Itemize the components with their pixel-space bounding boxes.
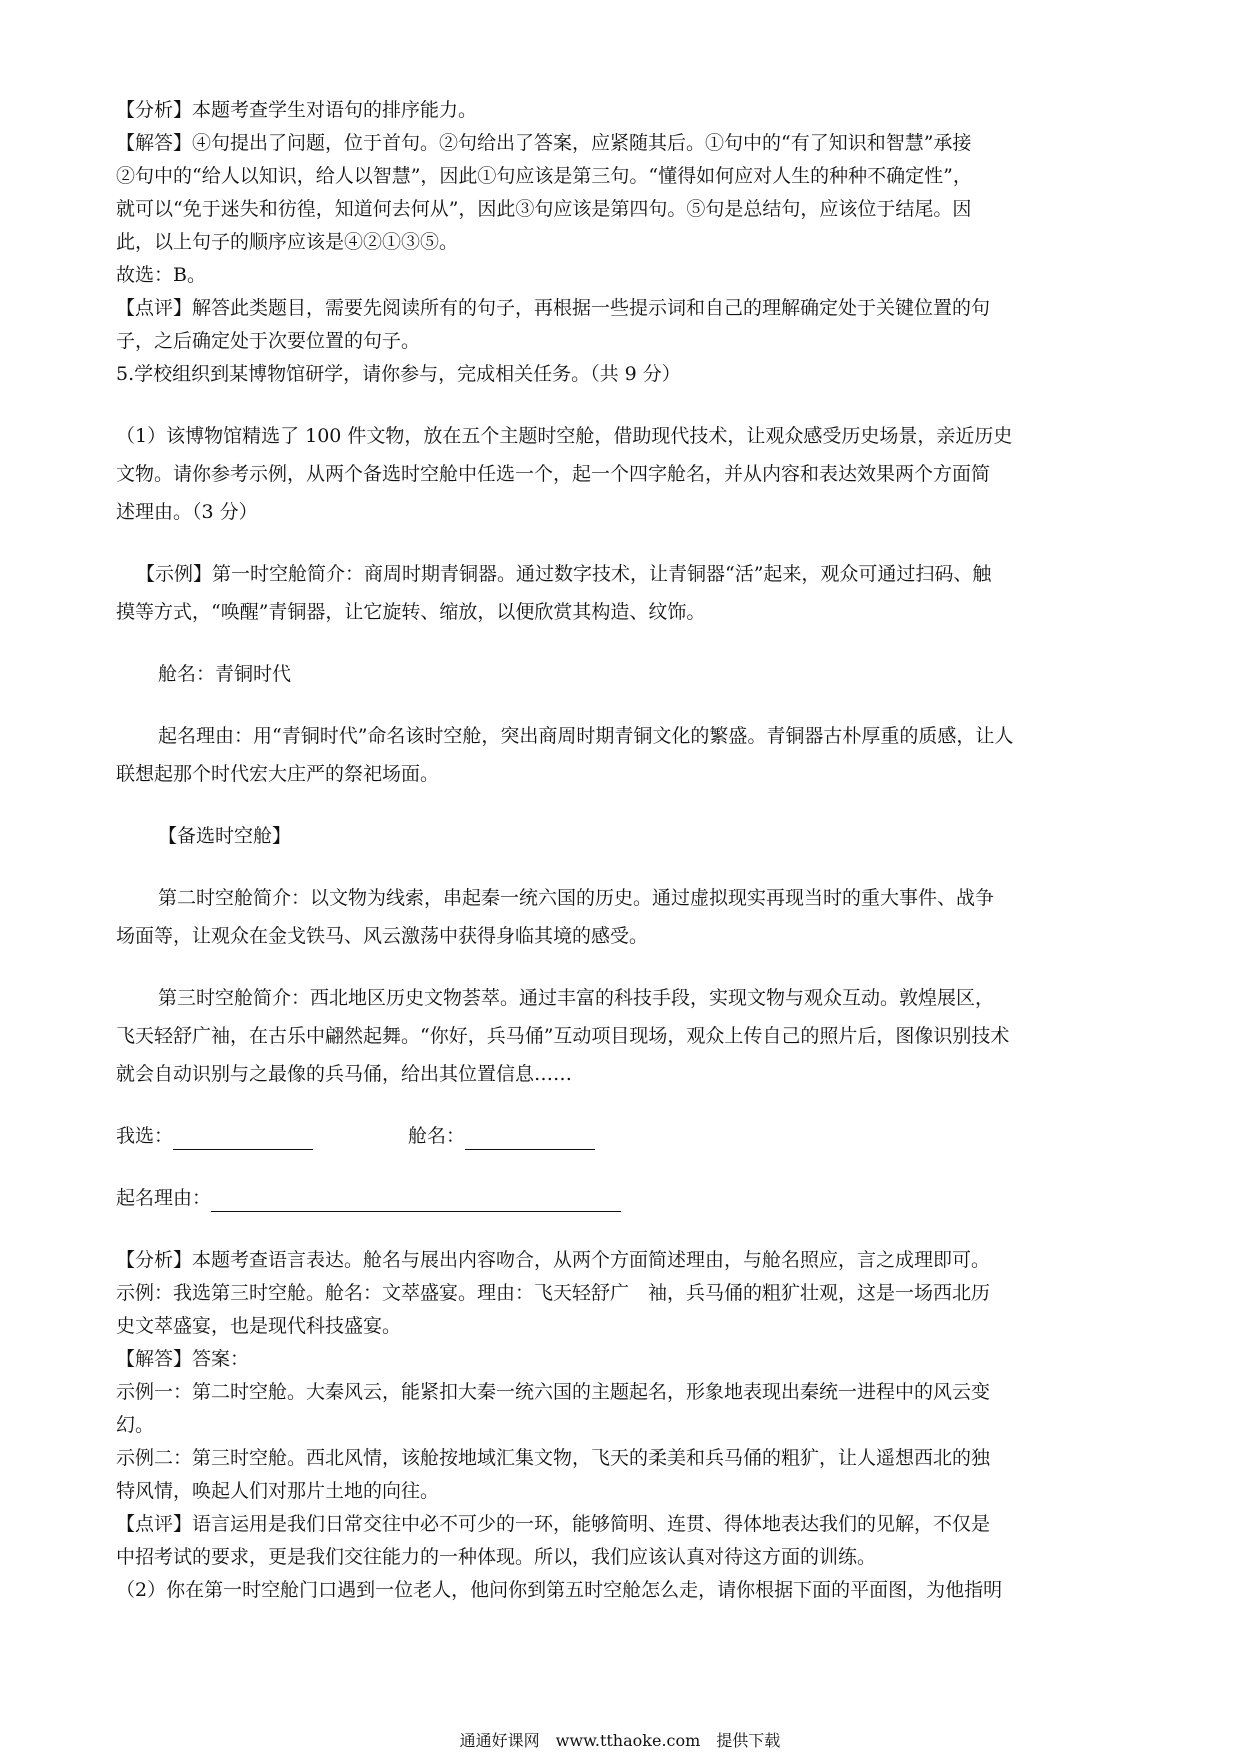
alternatives-heading: 【备选时空舱】 — [158, 825, 292, 847]
text-line: 中招考试的要求，更是我们交往能力的一种体现。所以，我们应该认真对待这方面的训练。 — [116, 1546, 877, 1568]
text-line: ②句中的“给人以知识，给人以智慧”，因此①句应该是第三句。“懂得如何应对人生的种种不确定性”， — [116, 165, 972, 187]
comment-line: 【点评】解答此类题目，需要先阅读所有的句子，再根据一些提示词和自己的理解确定处于关键位置的句 — [116, 297, 991, 319]
cabin-3-intro: 第三时空舱简介：西北地区历史文物荟萃。通过丰富的科技手段，实现文物与观众互动。敦煌展区， — [158, 987, 995, 1009]
subquestion-1: （1）该博物馆精选了 100 件文物，放在五个主题时空舱，借助现代技术，让观众感受历史场景，亲近历史 — [116, 425, 1013, 447]
reason-blank-row — [116, 1184, 621, 1212]
cabin-2-intro: 第二时空舱简介：以文物为线索，串起秦一统六国的历史。通过虚拟现实再现当时的重大事件、战争 — [158, 887, 995, 909]
text-line: 述理由。（3 分） — [116, 501, 258, 523]
cabin-name-blank[interactable] — [465, 1127, 595, 1150]
text-line: 联想起那个时代宏大庄严的祭祀场面。 — [116, 763, 440, 785]
text-line: 子，之后确定处于次要位置的句子。 — [116, 330, 421, 352]
choice-blank-row — [116, 1122, 595, 1150]
analysis-line: 【分析】本题考查学生对语句的排序能力。 — [116, 99, 478, 121]
answer-line: 【解答】④句提出了问题，位于首句。②句给出了答案，应紧随其后。①句中的“有了知识和智慧”承接 — [116, 132, 972, 154]
cabin-name-line: 舱名：青铜时代 — [158, 663, 292, 685]
text-line: 示例：我选第三时空舱。舱名：文萃盛宴。理由：飞天轻舒广 袖，兵马俑的粗犷壮观，这是一场西北历 — [116, 1282, 991, 1304]
question-title: 5.学校组织到某博物馆研学，请你参与，完成相关任务。（共 9 分） — [116, 363, 681, 385]
text-line: 示例一：第二时空舱。大秦风云，能紧扣大秦一统六国的主题起名，形象地表现出秦统一进程中的风云变 — [116, 1381, 991, 1403]
text-line: 场面等，让观众在金戈铁马、风云激荡中获得身临其境的感受。 — [116, 925, 649, 947]
text-line: 文物。请你参考示例，从两个备选时空舱中任选一个，起一个四字舱名，并从内容和表达效果两个方面简 — [116, 463, 991, 485]
text-line: 幻。 — [116, 1414, 155, 1436]
text-line: 就可以“免于迷失和彷徨，知道何去何从”，因此③句应该是第四句。⑤句是总结句，应该位于结尾。因 — [116, 198, 972, 220]
subquestion-2: （2）你在第一时空舱门口遇到一位老人，他问你到第五时空舱怎么走，请你根据下面的平面图，为他指明 — [116, 1579, 1003, 1601]
text-line: 就会自动识别与之最像的兵马俑，给出其位置信息…… — [116, 1063, 573, 1085]
text-line: 示例二：第三时空舱。西北风情，该舱按地域汇集文物，飞天的柔美和兵马俑的粗犷，让人遥想西北的独 — [116, 1447, 991, 1469]
choice-line: 故选：B。 — [116, 264, 206, 286]
text-line: 此，以上句子的顺序应该是④②①③⑤。 — [116, 231, 459, 253]
cabin-name-label: 舱名： — [408, 1125, 466, 1147]
text-line: 摸等方式，“唤醒”青铜器，让它旋转、缩放，以便欣赏其构造、纹饰。 — [116, 601, 706, 623]
page-footer: 通通好课网 www.tthaoke.com 提供下载 — [459, 1731, 781, 1750]
answer-line: 【解答】答案： — [116, 1348, 250, 1370]
choice-blank[interactable] — [173, 1127, 313, 1150]
reason-line: 起名理由：用“青铜时代”命名该时空舱，突出商周时期青铜文化的繁盛。青铜器古朴厚重的质感，让人 — [158, 725, 1014, 747]
text-line: 飞天轻舒广袖，在古乐中翩然起舞。“你好，兵马俑”互动项目现场，观众上传自己的照片后，图像识别技术 — [116, 1025, 1010, 1047]
example-line: 【示例】第一时空舱简介：商周时期青铜器。通过数字技术，让青铜器“活”起来，观众可通过扫码、触 — [136, 563, 992, 585]
reason-blank[interactable] — [211, 1189, 621, 1212]
analysis-line: 【分析】本题考查语言表达。舱名与展出内容吻合，从两个方面简述理由，与舱名照应，言之成理即可。 — [116, 1249, 991, 1271]
comment-line: 【点评】语言运用是我们日常交往中必不可少的一环，能够简明、连贯、得体地表达我们的见解，不仅是 — [116, 1513, 991, 1535]
choice-label: 我选： — [116, 1125, 174, 1147]
text-line: 特风情，唤起人们对那片土地的向往。 — [116, 1480, 440, 1502]
text-line: 史文萃盛宴，也是现代科技盛宴。 — [116, 1315, 402, 1337]
reason-label: 起名理由： — [116, 1187, 212, 1209]
